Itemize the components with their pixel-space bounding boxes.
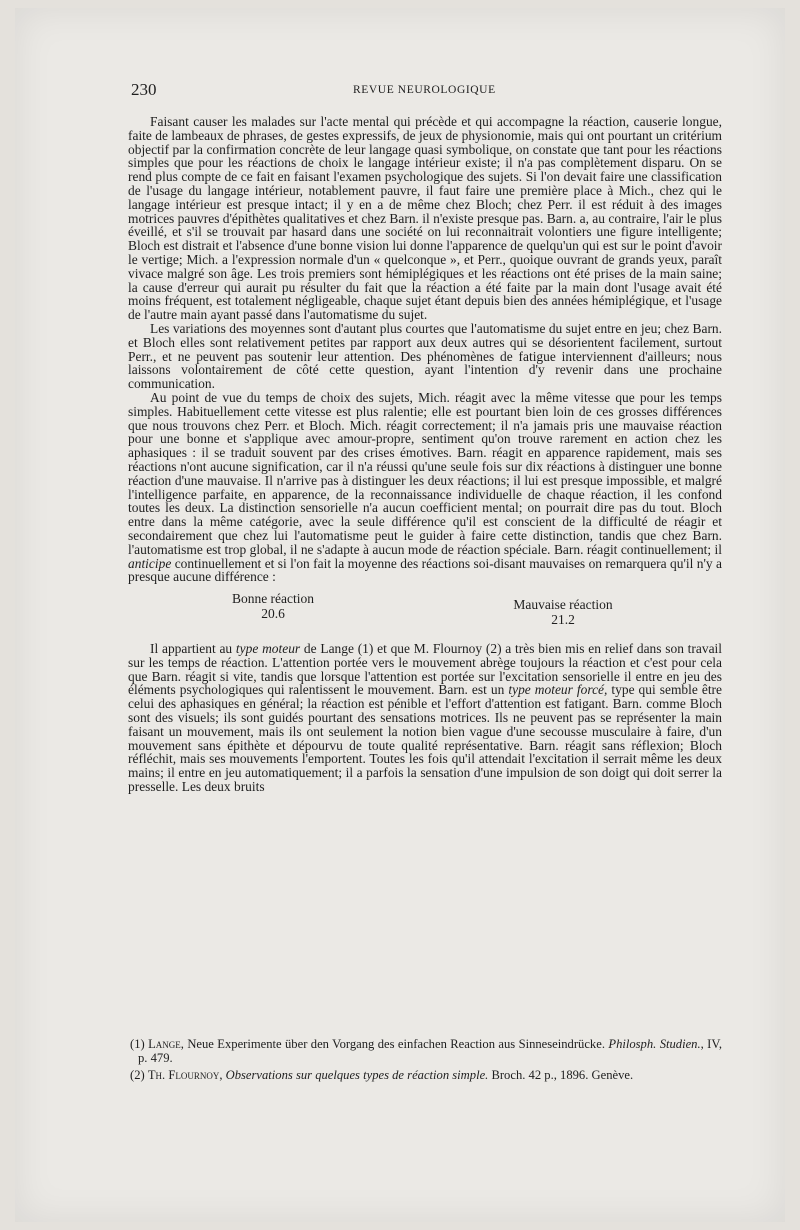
scanned-page — [15, 8, 785, 1222]
results-table — [128, 591, 722, 635]
running-title: REVUE NEUROLOGIQUE — [353, 84, 496, 96]
body-text — [128, 115, 722, 794]
paragraph: Faisant causer les malades sur l'acte mental qui précède et qui accompagne la réaction, causerie longue, faite de lambeaux de phrases, de gestes expressifs, de jeux de physionomie, mais qui ont pourtant un critérium objectif par la confirmation concrète de leur langage quasi symbolique, on constate que tant pour les réactions simples que pour les réactions de choix le langage intérieur existe; il n'a pas complètement disparu. On se rend plus compte de ce fait en faisant l'examen psychologique des sujets. Si l'on devait faire une classification de l'usage du langage intérieur, notablement pauvre, il faut faire une première place à Mich., chez qui le langage intérieur est presque intact; il y en a de même chez Bloch; chez Perr. il est réduit à des images motrices pauvres d'épithètes qualitatives et chez Barn. il n'existe presque pas. Barn. a, au contraire, l'air le plus éveillé, et s'il se trouvait par hasard dans une société on lui reconnaitrait volontiers une figure intelligente; Bloch est distrait et l'absence d'une bonne vision lui donne l'apparence de quelqu'un qui est sur le point d'avoir le vertige; Mich. a l'expression normale d'un « quelconque », et Perr., quoique ouvrant de grands yeux, paraît vivace malgré son âge. Les trois premiers sont hémiplégiques et les réactions ont été prises de la main saine; la cause d'erreur qui aurait pu résulter du fait que la réaction a été faite par la main dont l'usage avait été moins fréquent, est totalement négligeable, chaque sujet étant depuis bien des années hémiplégique, et l'usage de l'autre main ayant passé dans l'automatisme du sujet. — [128, 114, 722, 323]
footnote-1: (1) Lange, Neue Experimente über den Vorgang des einfachen Reaction aus Sinneseindrücke. Philosph. Studien., IV, p. 479. — [130, 1037, 722, 1065]
paragraph: Il appartient au type moteur de Lange (1) et que M. Flournoy (2) a très bien mis en relief dans son travail sur les temps de réaction. L'attention portée vers le mouvement abrège toujours la réaction et c'est pour cela que Barn. réagit si vite, tandis que lorsque l'attention est portée sur l'excitation sensorielle il entre en jeu des éléments psychologiques qui ralentissent le mouvement. Barn. est un type moteur forcé, type qui semble être celui des aphasiques en général; la réaction est pénible et l'effort d'attention est fatigant. Barn. comme Bloch sont des visuels; ils sont guidés pourtant des sensations motrices. Ils ne peuvent pas se représenter la main faisant un mouvement, mais ils ont seulement la notion bien vague d'une secousse musculaire à faire, d'un mouvement sans épithète et dépourvu de toute qualité représentative. Barn. réagit sans réflexion; Bloch réfléchit, mais ses mouvements l'emportent. Toutes les fois qu'il attendait l'excitation il serrait même les deux mains; il entre en jeu automatiquement; il a parfois la sensation d'une impulsion de son doigt qui doit serrer la presselle. Les deux bruits — [128, 641, 722, 795]
bad-reaction-value: 21.2 — [551, 612, 575, 628]
good-reaction-label: Bonne réaction — [231, 591, 315, 607]
bad-reaction-result — [493, 597, 633, 627]
footnote-2: (2) Th. Flournoy, Observations sur quelques types de réaction simple. Broch. 42 p., 1896. Genève. — [130, 1068, 634, 1082]
page-number: 230 — [131, 80, 157, 99]
paragraph: Les variations des moyennes sont d'autant plus courtes que l'automatisme du sujet entre en jeu; chez Barn. et Bloch elles sont relativement petites par rapport aux deux autres qui se désorientent facilement, surtout Perr., et ne peuvent pas soutenir leur attention. Des phénomènes de fatigue interviennent d'ailleurs; nous laissons volontairement de côté cette question, ayant l'intention d'y revenir dans une prochaine communication. — [128, 320, 722, 392]
paragraph: Au point de vue du temps de choix des sujets, Mich. réagit avec la même vitesse que pour les temps simples. Habituellement cette vitesse est plus ralentie; elle est pourtant bien loin de ces grosses différences que nous trouvons chez Perr. et Bloch. Mich. réagit correctement; il n'a jamais pris une mauvaise réaction pour une bonne et s'applique avec amour-propre, sentiment qu'on trouve rarement en action chez les aphasiques : il se traduit souvent par des crises émotives. Barn. réagit en apparence rapidement, mais ses réactions n'ont aucune signification, car il n'a réussi qu'une seule fois sur dix réactions à distinguer une bonne réaction d'une mauvaise. Il n'arrive pas à distinguer les deux réactions; il lui est presque impossible, et malgré l'intelligence parfaite, en apparence, de la reconnaissance individuelle de chaque réaction, il les confond toutes les deux. La distinction sensorielle n'a aucun coefficient mental; on pourrait dire pas du tout. Bloch entre dans la même catégorie, avec la seule différence qu'il est conscient de la difficulté de réagir et secondairement que chez lui l'automatisme peut le guider à faire cette distinction, tandis que chez Barn. l'automatisme est trop global, il ne s'adapte à aucun mode de réaction spéciale. Barn. réagit continuellement; il anticipe continuellement et si l'on fait la moyenne des réactions soi-disant mauvaises on remarquera qu'il n'y a presque aucune différence : — [128, 389, 722, 585]
good-reaction-value: 20.6 — [261, 606, 285, 622]
good-reaction-result — [218, 591, 328, 621]
page-header — [131, 80, 721, 102]
footnotes — [130, 1037, 722, 1085]
bad-reaction-label: Mauvaise réaction — [513, 597, 613, 613]
